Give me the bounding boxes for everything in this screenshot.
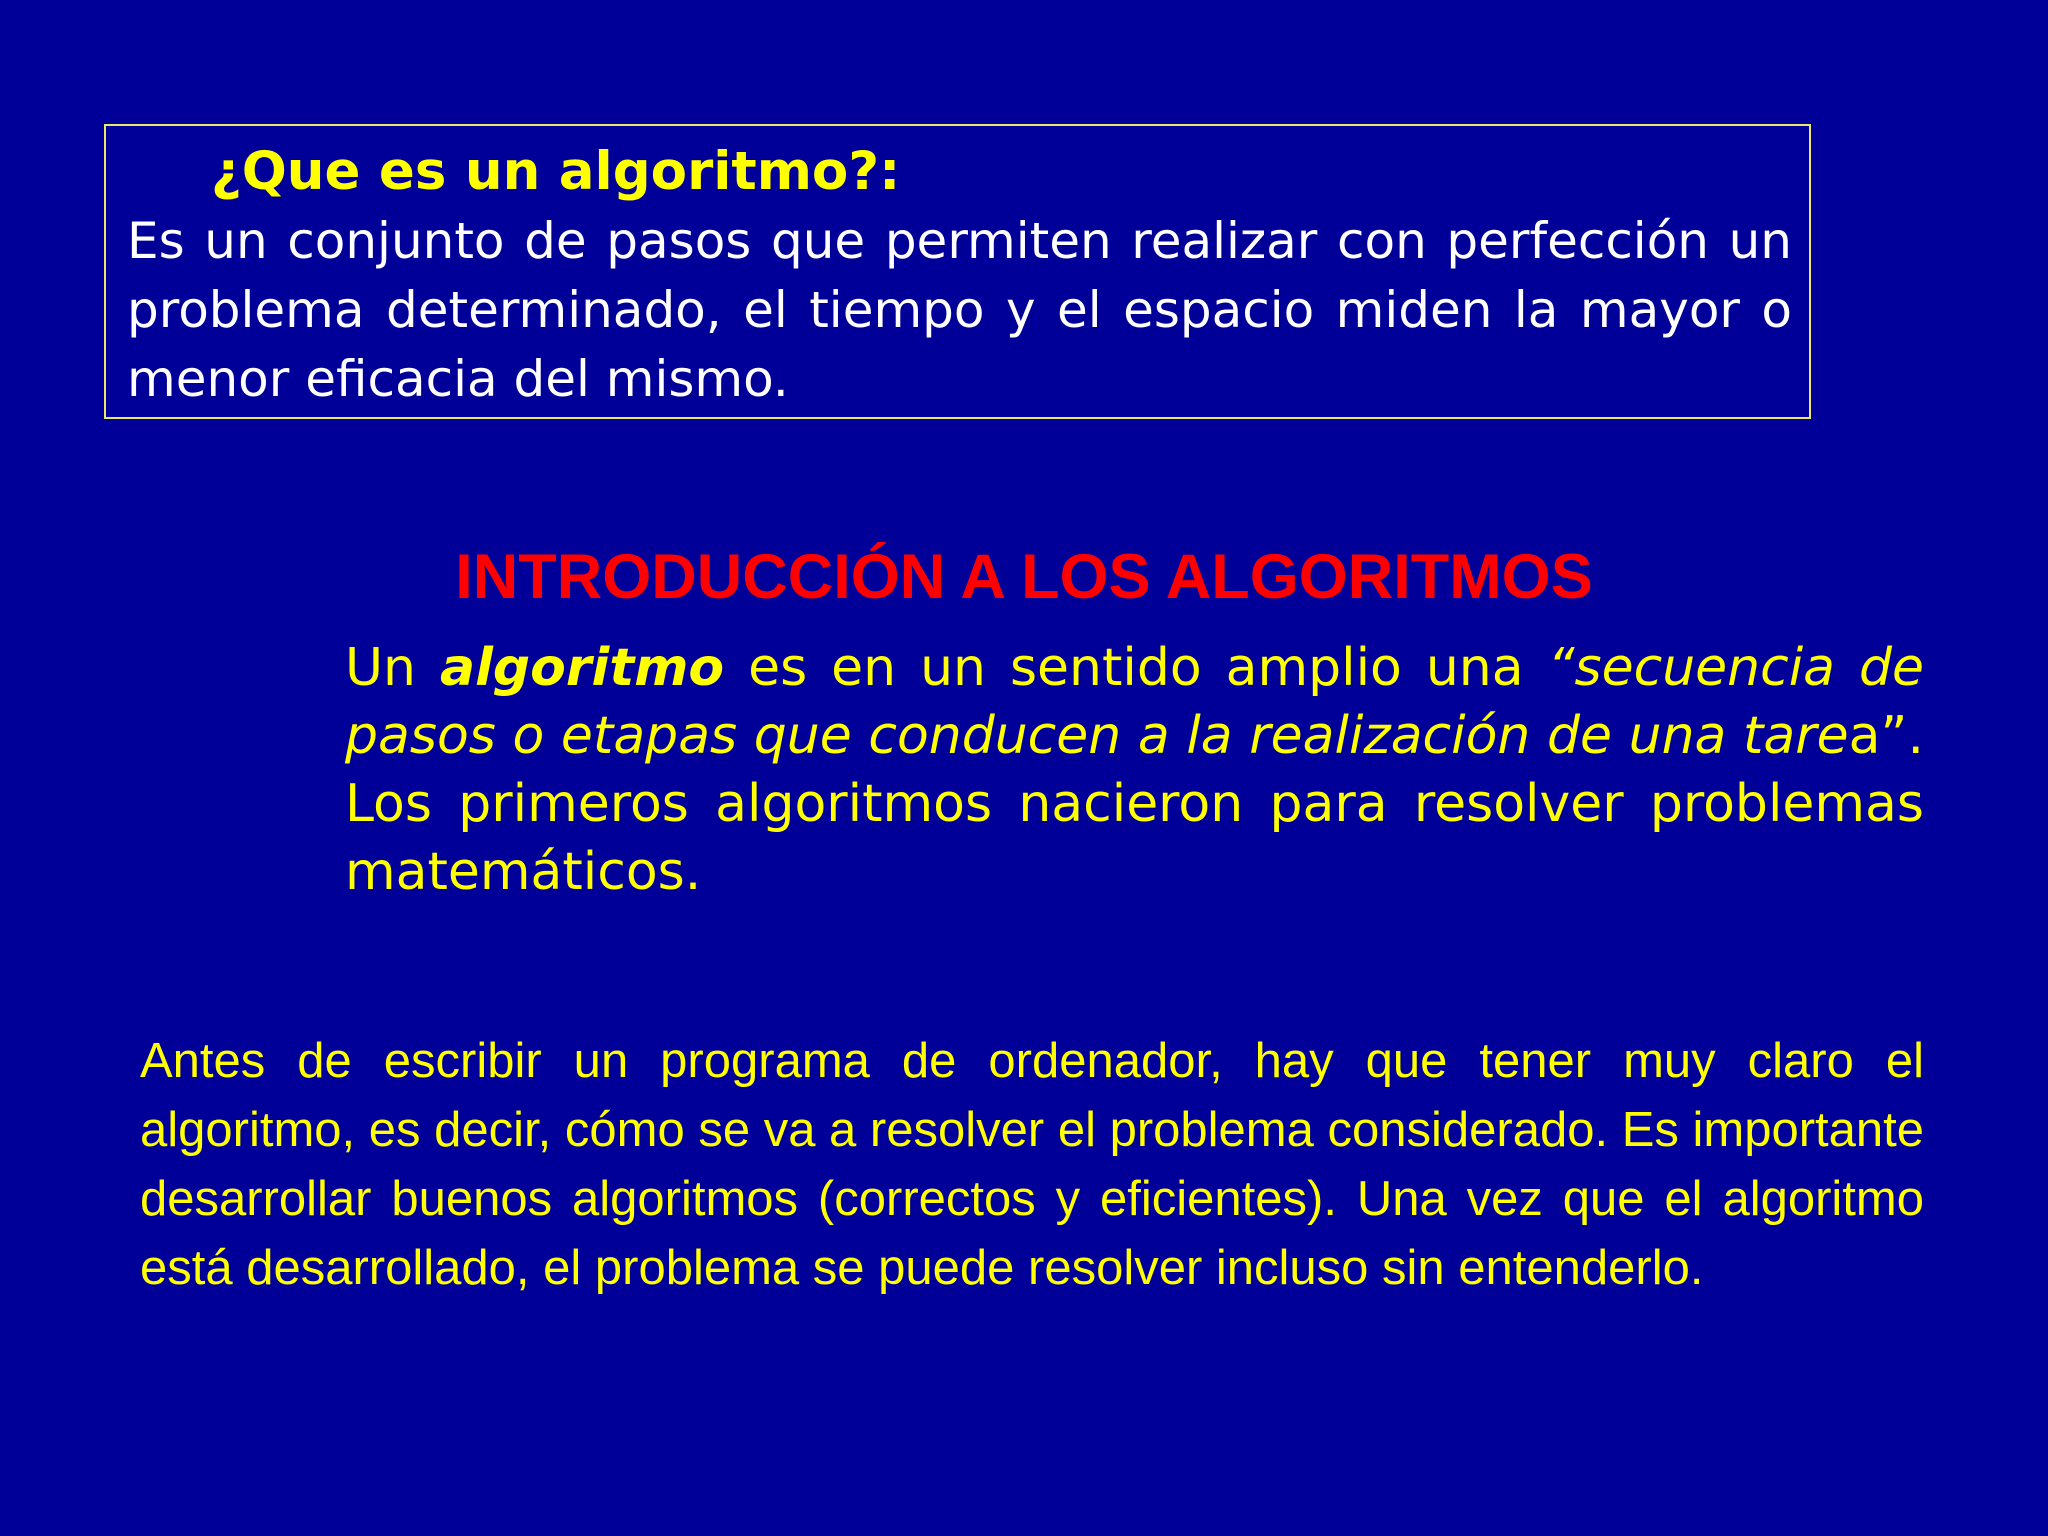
closing-paragraph: Antes de escribir un programa de ordenador, hay que tener muy claro el algoritmo, es decir, cómo se va a resolver el problema considerado. Es importante desarrollar buenos algoritmos (correctos y eficientes). Una vez que el algoritmo está desarrollado, el problema se puede resolver incluso sin entenderlo. <box>140 1034 1924 1295</box>
definition-title: ¿Que es un algoritmo?: <box>211 141 901 202</box>
definition-box <box>104 124 1811 419</box>
intro-paragraph <box>345 634 1924 906</box>
intro-term: algoritmo <box>440 638 725 698</box>
intro-quote-end: a”. Los primeros algoritmos nacieron para resolver problemas matemáticos. <box>345 706 1924 902</box>
slide-heading: INTRODUCCIÓN A LOS ALGORITMOS <box>455 542 1593 612</box>
intro-middle: es en un sentido amplio una <box>724 638 1548 698</box>
intro-quote: “secuencia de pasos o etapas que conducen a la realización de una tare <box>345 638 1925 766</box>
definition-text: Es un conjunto de pasos que permiten realizar con perfección un problema determinado, el tiempo y el espacio miden la mayor o menor eficacia del mismo. <box>127 212 1792 408</box>
intro-lead: Un <box>345 638 440 698</box>
